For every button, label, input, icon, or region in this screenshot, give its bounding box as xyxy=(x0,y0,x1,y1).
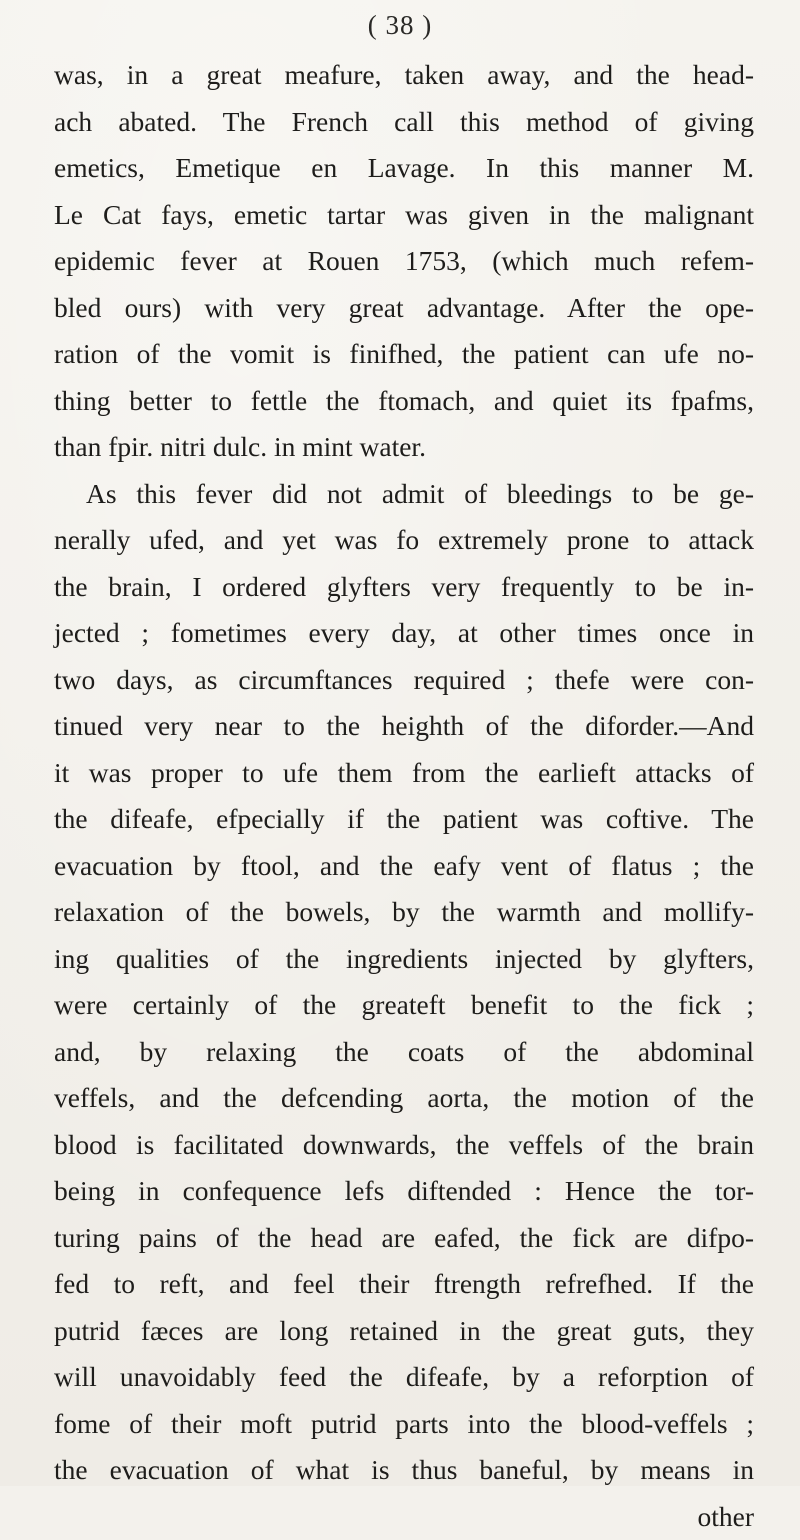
text-line: and, by relaxing the coats of the abdominal xyxy=(54,1029,754,1076)
catchword: other xyxy=(54,1494,754,1540)
text-line: than fpir. nitri dulc. in mint water. xyxy=(54,424,754,471)
text-line: ing qualities of the ingredients injected by glyfters, xyxy=(54,936,754,983)
text-line: the difeafe, efpecially if the patient was coftive. The xyxy=(54,796,754,843)
text-line: jected ; fometimes every day, at other times once in xyxy=(54,610,754,657)
text-line: Le Cat fays, emetic tartar was given in the malignant xyxy=(54,192,754,239)
text-line: was, in a great meafure, taken away, and the head- xyxy=(54,52,754,99)
text-line: relaxation of the bowels, by the warmth and mollify- xyxy=(54,889,754,936)
text-line: will unavoidably feed the difeafe, by a reforption of xyxy=(54,1354,754,1401)
page-number: ( 38 ) xyxy=(0,10,800,41)
text-line: turing pains of the head are eafed, the fick are difpo- xyxy=(54,1215,754,1262)
text-line: it was proper to ufe them from the earlieft attacks of xyxy=(54,750,754,797)
text-line: ach abated. The French call this method of giving xyxy=(54,99,754,146)
text-line: epidemic fever at Rouen 1753, (which much refem- xyxy=(54,238,754,285)
text-line: bled ours) with very great advantage. After the ope- xyxy=(54,285,754,332)
text-line: evacuation by ftool, and the eafy vent of flatus ; the xyxy=(54,843,754,890)
text-line: two days, as circumftances required ; thefe were con- xyxy=(54,657,754,704)
text-line: the evacuation of what is thus baneful, by means in xyxy=(54,1447,754,1494)
text-line: were certainly of the greateft benefit to the fick ; xyxy=(54,982,754,1029)
text-line: fome of their moft putrid parts into the blood-veffels ; xyxy=(54,1401,754,1448)
text-line: As this fever did not admit of bleedings to be ge- xyxy=(54,471,754,518)
text-line: putrid fæces are long retained in the great guts, they xyxy=(54,1308,754,1355)
text-line: being in confequence lefs diftended : Hence the tor- xyxy=(54,1168,754,1215)
text-line: emetics, Emetique en Lavage. In this manner M. xyxy=(54,145,754,192)
text-line: nerally ufed, and yet was fo extremely prone to attack xyxy=(54,517,754,564)
text-line: veffels, and the defcending aorta, the motion of the xyxy=(54,1075,754,1122)
text-line: the brain, I ordered glyfters very frequently to be in- xyxy=(54,564,754,611)
body-text xyxy=(54,52,754,1540)
text-line: tinued very near to the heighth of the diforder.—And xyxy=(54,703,754,750)
text-line: ration of the vomit is finifhed, the patient can ufe no- xyxy=(54,331,754,378)
text-line: fed to reft, and feel their ftrength refrefhed. If the xyxy=(54,1261,754,1308)
text-line: blood is facilitated downwards, the veffels of the brain xyxy=(54,1122,754,1169)
text-line: thing better to fettle the ftomach, and quiet its fpafms, xyxy=(54,378,754,425)
